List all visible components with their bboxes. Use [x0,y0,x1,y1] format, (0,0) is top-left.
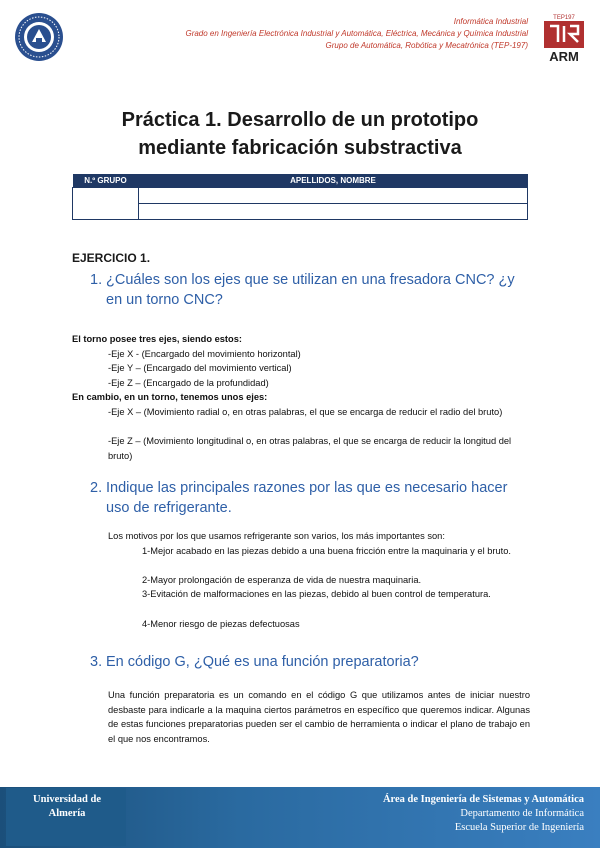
group-number-header: N.º GRUPO [73,174,139,188]
names-header: APELLIDOS, NOMBRE [139,174,528,188]
question-2-number: 2. [90,480,103,496]
footer-university-line-2: Almería [48,808,86,819]
answer-2-reason-2: 2-Mayor prolongación de esperanza de vida de nuestra maquinaria. [142,574,422,585]
answer-3-text: Una función preparatoria es un comando en el código G que utilizamos antes de iniciar nuestro desbaste para indicarle a la maquina ciertos parámetros en específico que queremos indicar. Algunas de estas funciones preparatorias pueden ser el cambio de herramienta o indicar el plano de trabajo en el que nos encontramos. [108,690,530,744]
answer-1-intro: El torno posee tres ejes, siendo estos: [72,334,242,344]
group-table-header [73,174,528,188]
question-1-number: 1. [90,272,103,288]
question-1-text: ¿Cuáles son los ejes que se utilizan en una fresadora CNC? ¿y en un torno CNC? [106,272,515,308]
answer-1-lathe-intro: En cambio, en un torno, tenemos unos ejes: [72,392,268,403]
name-cell-1[interactable] [139,188,528,204]
name-cell-2[interactable] [139,204,528,220]
question-3-text: En código G, ¿Qué es una función preparatoria? [106,654,419,670]
page-title [0,106,600,162]
question-3 [90,652,530,672]
research-group: Grupo de Automática, Robótica y Mecatrónica (TEP-197) [325,41,528,50]
answer-2-reason-1: 1-Mejor acabado en las piezas debido a una buena fricción entre la maquinaria y el bruto. [142,545,512,556]
exercise-heading: EJERCICIO 1. [72,251,151,265]
document-header [185,16,528,52]
logo-small-text: TEP197 [553,15,575,21]
logo-text: ARM [549,49,579,64]
degree-name: Grado en Ingeniería Electrónica Industrial y Automática, Eléctrica, Mecánica y Química Industrial [185,29,528,38]
question-1 [90,270,530,310]
footer-department [383,793,584,835]
answer-1-line-1: -Eje X - (Encargado del movimiento horizontal) [108,348,301,359]
footer-university [14,793,120,821]
footer-area: Área de Ingeniería de Sistemas y Automática [382,794,584,805]
answer-1-line-5: -Eje Z – (Movimiento longitudinal o, en otras palabras, el que se encarga de reducir la longitud del bruto) [108,436,512,461]
title-line-2: mediante fabricación substractiva [138,137,462,159]
question-2 [90,478,530,518]
footer-university-line-1: Universidad de [33,794,101,805]
answer-1-line-2: -Eje Y – (Encargado del movimiento vertical) [108,363,292,374]
footer-dept: Departamento de Informática [460,808,584,819]
footer-school: Escuela Superior de Ingeniería [454,822,584,833]
arm-group-logo [538,12,590,64]
answer-2-reason-3: 3-Evitación de malformaciones en las piezas, debido al buen control de temperatura. [142,589,491,600]
answer-2-intro: Los motivos por los que usamos refrigerante son varios, los más importantes son: [108,531,445,541]
group-table [72,174,528,220]
group-number-cell[interactable] [73,188,139,220]
university-seal-logo [14,12,64,62]
answer-1-line-4: -Eje X – (Movimiento radial o, en otras palabras, el que se encarga de reducir el radio del bruto) [108,407,503,417]
answer-1-line-3: -Eje Z – (Encargado de la profundidad) [108,377,269,388]
question-2-text: Indique las principales razones por las que es necesario hacer uso de refrigerante. [106,480,508,516]
answer-2-reason-4: 4-Menor riesgo de piezas defectuosas [142,618,300,629]
question-3-number: 3. [90,654,103,670]
course-name: Informática Industrial [453,17,528,26]
title-line-1: Práctica 1. Desarrollo de un prototipo [121,109,479,131]
